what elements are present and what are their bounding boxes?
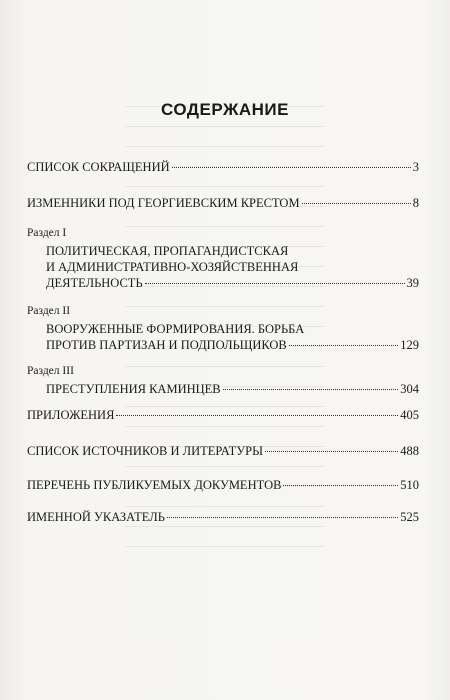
section-title-line: ПРОТИВ ПАРТИЗАН И ПОДПОЛЬЩИКОВ — [46, 338, 287, 352]
dot-leader — [172, 167, 411, 168]
toc-section — [27, 225, 419, 291]
section-title-line: ПОЛИТИЧЕСКАЯ, ПРОПАГАНДИСТСКАЯ — [46, 244, 289, 258]
toc-entry-label: ПЕРЕЧЕНЬ ПУБЛИКУЕМЫХ ДОКУМЕНТОВ — [27, 478, 282, 492]
toc-entry-page: 488 — [400, 444, 419, 458]
dot-leader — [265, 451, 398, 452]
toc-section — [27, 363, 419, 397]
page-title: СОДЕРЖАНИЕ — [161, 100, 289, 119]
toc-entry-label: СПИСОК ИСТОЧНИКОВ И ЛИТЕРАТУРЫ — [27, 444, 264, 458]
toc-entry-page: 3 — [412, 160, 419, 174]
section-title-line: ПРЕСТУПЛЕНИЯ КАМИНЦЕВ — [46, 382, 221, 396]
dot-leader — [223, 389, 399, 390]
section-label: Раздел III — [27, 365, 74, 377]
dot-leader — [116, 415, 398, 416]
toc-entry-page: 8 — [412, 196, 419, 210]
section-label: Раздел I — [27, 227, 67, 239]
section-label: Раздел II — [27, 305, 71, 317]
toc-entry-page: 39 — [406, 276, 419, 290]
toc-entry-page: 129 — [400, 338, 419, 352]
toc-entry — [27, 443, 419, 459]
dot-leader — [289, 345, 398, 346]
dot-leader — [167, 517, 398, 518]
toc-entry — [27, 407, 419, 423]
toc-section — [27, 303, 419, 353]
dot-leader — [145, 283, 405, 284]
section-title-line: И АДМИНИСТРАТИВНО-ХОЗЯЙСТВЕННАЯ — [46, 260, 299, 274]
toc-entry-page: 405 — [400, 408, 419, 422]
dot-leader — [283, 485, 398, 486]
dot-leader — [302, 203, 411, 204]
toc-entry — [27, 477, 419, 493]
section-title-line: ДЕЯТЕЛЬНОСТЬ — [46, 276, 143, 290]
toc-entry-label: СПИСОК СОКРАЩЕНИЙ — [27, 160, 170, 174]
toc-entry-label: ИМЕННОЙ УКАЗАТЕЛЬ — [27, 510, 165, 524]
section-title-line: ВООРУЖЕННЫЕ ФОРМИРОВАНИЯ. БОРЬБА — [46, 322, 305, 336]
toc-entry-label: ИЗМЕННИКИ ПОД ГЕОРГИЕВСКИМ КРЕСТОМ — [27, 196, 300, 210]
toc-entry — [27, 195, 419, 211]
toc-entry-page: 525 — [400, 510, 419, 524]
toc-entry-page: 510 — [400, 478, 419, 492]
toc-entry-page: 304 — [400, 382, 419, 396]
toc-entry-label: ПРИЛОЖЕНИЯ — [27, 408, 115, 422]
toc-entry — [27, 159, 419, 175]
toc-entry — [27, 509, 419, 525]
